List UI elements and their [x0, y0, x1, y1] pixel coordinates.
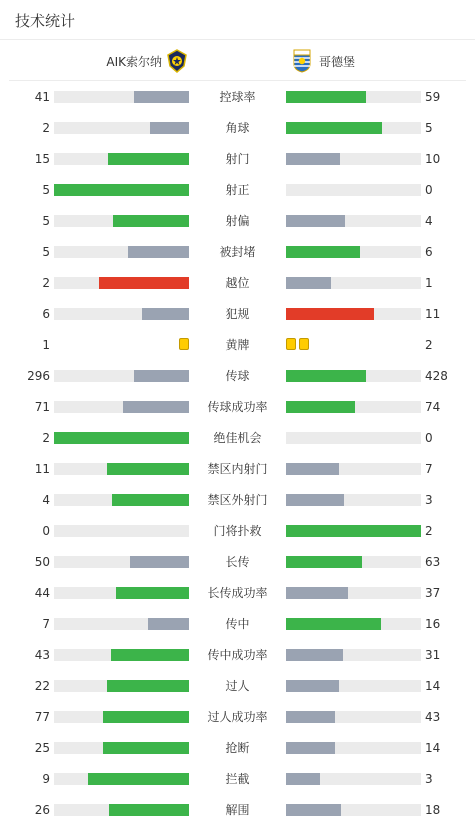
away-stat-bar [286, 370, 421, 382]
stat-label: 抢断 [225, 741, 250, 755]
away-stat-bar [286, 618, 421, 630]
home-stat-value: 22 [34, 679, 50, 693]
home-stat-value: 11 [34, 462, 50, 476]
home-stat-bar [54, 494, 189, 506]
yellow-card-icon [299, 338, 309, 350]
home-stat-bar [54, 215, 189, 227]
away-stat-bar-fill [286, 91, 366, 103]
away-stat-value: 63 [425, 555, 441, 569]
stat-row [0, 298, 475, 329]
away-stat-bar [286, 742, 421, 754]
home-stat-value: 44 [34, 586, 50, 600]
teams-header [9, 41, 466, 81]
away-stat-value: 5 [425, 121, 433, 135]
away-stat-value: 6 [425, 245, 433, 259]
away-stat-value: 0 [425, 183, 433, 197]
home-stat-value: 77 [34, 710, 50, 724]
stat-row [0, 484, 475, 515]
home-stat-bar [54, 463, 189, 475]
away-stat-bar [286, 401, 421, 413]
home-stat-bar [54, 401, 189, 413]
home-stat-bar [54, 277, 189, 289]
home-stat-bar [54, 432, 189, 444]
away-stat-value: 59 [425, 90, 441, 104]
aik-badge-icon [166, 49, 188, 73]
away-stat-bar [286, 556, 421, 568]
away-stat-bar [286, 153, 421, 165]
away-stat-value: 4 [425, 214, 433, 228]
stats-list [0, 81, 475, 825]
away-stat-value: 37 [425, 586, 441, 600]
stat-label: 控球率 [219, 90, 256, 104]
stat-row [0, 794, 475, 825]
home-stat-bar [54, 804, 189, 816]
stat-row [0, 515, 475, 546]
stat-row [0, 267, 475, 298]
stat-label: 过人成功率 [207, 710, 268, 724]
home-stat-value: 26 [34, 803, 50, 817]
home-stat-bar [54, 91, 189, 103]
away-stat-bar [286, 246, 421, 258]
away-stat-value: 14 [425, 741, 441, 755]
home-stat-bar-fill [134, 370, 189, 382]
away-stat-bar-fill [286, 556, 362, 568]
away-stat-bar-fill [286, 153, 340, 165]
away-stat-value: 3 [425, 493, 433, 507]
stat-label: 禁区内射门 [207, 462, 268, 476]
away-stat-bar-fill [286, 215, 345, 227]
home-stat-bar [54, 370, 189, 382]
stat-row [0, 453, 475, 484]
stat-row [0, 546, 475, 577]
page-title: 技术统计 [15, 12, 76, 30]
stat-row [0, 732, 475, 763]
away-stat-value: 74 [425, 400, 441, 414]
home-stat-value: 2 [42, 276, 50, 290]
header [0, 0, 475, 40]
home-stat-value: 5 [42, 214, 50, 228]
home-stat-bar [54, 308, 189, 320]
stat-label: 传球成功率 [207, 400, 268, 414]
home-stat-bar-fill [111, 649, 189, 661]
stat-label: 射偏 [225, 214, 250, 228]
home-stat-bar [54, 773, 189, 785]
home-stat-bar-fill [54, 432, 189, 444]
away-stat-value: 10 [425, 152, 441, 166]
stat-label: 射正 [225, 183, 250, 197]
away-yellow-cards [286, 338, 309, 351]
home-stat-value: 2 [42, 121, 50, 135]
away-stat-bar [286, 525, 421, 537]
home-stat-bar-fill [130, 556, 189, 568]
away-stat-bar-fill [286, 370, 366, 382]
away-stat-bar-fill [286, 649, 343, 661]
stat-label: 被封堵 [219, 245, 256, 259]
home-yellow-cards [179, 338, 189, 351]
home-stat-bar-fill [108, 153, 189, 165]
stat-label: 长传成功率 [207, 586, 268, 600]
home-stat-bar-fill [109, 804, 189, 816]
away-stat-bar-fill [286, 277, 331, 289]
away-stat-bar-fill [286, 246, 360, 258]
away-team[interactable] [291, 49, 355, 73]
away-stat-bar [286, 494, 421, 506]
home-stat-bar-fill [123, 401, 189, 413]
away-stat-bar-fill [286, 401, 355, 413]
home-stat-value: 6 [42, 307, 50, 321]
home-stat-bar-fill [54, 184, 189, 196]
away-stat-bar-fill [286, 680, 339, 692]
away-stat-value: 428 [425, 369, 448, 383]
home-stat-value: 7 [42, 617, 50, 631]
stat-label: 黄牌 [225, 338, 250, 352]
away-stat-bar [286, 122, 421, 134]
away-stat-value: 3 [425, 772, 433, 786]
stat-row [0, 639, 475, 670]
stat-label: 过人 [225, 679, 250, 693]
yellow-card-icon [179, 338, 189, 350]
home-stat-value: 15 [34, 152, 50, 166]
away-stat-value: 14 [425, 679, 441, 693]
away-stat-value: 31 [425, 648, 441, 662]
stat-row [0, 577, 475, 608]
stat-row [0, 701, 475, 732]
stat-label: 射门 [225, 152, 250, 166]
away-stat-bar-fill [286, 773, 320, 785]
home-team[interactable] [106, 49, 188, 73]
home-stat-value: 50 [34, 555, 50, 569]
home-stat-value: 71 [34, 400, 50, 414]
home-stat-bar-fill [142, 308, 189, 320]
home-stat-bar [54, 649, 189, 661]
away-stat-value: 1 [425, 276, 433, 290]
away-stat-bar [286, 308, 421, 320]
home-stat-bar-fill [88, 773, 189, 785]
away-stat-bar [286, 215, 421, 227]
away-stat-bar-fill [286, 463, 339, 475]
away-stat-bar [286, 184, 421, 196]
stat-label: 绝佳机会 [213, 431, 262, 445]
away-stat-bar-fill [286, 308, 374, 320]
stat-label: 长传 [225, 555, 250, 569]
home-stat-value: 1 [42, 338, 50, 352]
away-stat-bar [286, 711, 421, 723]
stat-row [0, 205, 475, 236]
home-stat-value: 5 [42, 245, 50, 259]
away-stat-value: 7 [425, 462, 433, 476]
away-stat-value: 43 [425, 710, 441, 724]
stat-label: 禁区外射门 [207, 493, 268, 507]
stat-row [0, 174, 475, 205]
home-stat-bar-fill [116, 587, 189, 599]
away-stat-bar-fill [286, 618, 381, 630]
away-stat-bar-fill [286, 122, 382, 134]
home-team-name: AIK索尔纳 [106, 54, 162, 69]
home-stat-bar-fill [103, 742, 189, 754]
home-stat-value: 5 [42, 183, 50, 197]
home-stat-bar [54, 587, 189, 599]
stat-label: 拦截 [225, 772, 250, 786]
stat-row [0, 608, 475, 639]
away-stat-bar [286, 277, 421, 289]
home-stat-bar [54, 711, 189, 723]
away-stat-bar [286, 587, 421, 599]
away-stat-bar [286, 680, 421, 692]
home-stat-bar-fill [150, 122, 189, 134]
stat-label: 越位 [225, 276, 250, 290]
away-stat-bar-fill [286, 525, 421, 537]
home-stat-bar [54, 184, 189, 196]
home-stat-value: 296 [27, 369, 50, 383]
stat-label: 传球 [225, 369, 250, 383]
away-stat-value: 16 [425, 617, 441, 631]
away-stat-bar [286, 432, 421, 444]
stat-label: 传中 [225, 617, 250, 631]
away-stat-bar [286, 804, 421, 816]
away-stat-value: 0 [425, 431, 433, 445]
home-stat-value: 9 [42, 772, 50, 786]
away-stat-bar [286, 463, 421, 475]
home-stat-bar [54, 680, 189, 692]
stat-row [0, 112, 475, 143]
home-stat-bar-fill [112, 494, 189, 506]
home-stat-bar-fill [113, 215, 189, 227]
home-stat-value: 4 [42, 493, 50, 507]
stat-row [0, 391, 475, 422]
home-stat-bar [54, 122, 189, 134]
away-stat-bar-fill [286, 494, 344, 506]
stat-row [0, 81, 475, 112]
home-stat-value: 25 [34, 741, 50, 755]
home-stat-value: 41 [34, 90, 50, 104]
home-stat-bar-fill [128, 246, 189, 258]
away-stat-bar [286, 649, 421, 661]
stat-label: 传中成功率 [207, 648, 268, 662]
away-stat-bar-fill [286, 804, 341, 816]
away-team-name: 哥德堡 [319, 54, 356, 69]
home-stat-bar-fill [103, 711, 189, 723]
home-stat-value: 0 [42, 524, 50, 538]
away-stat-value: 11 [425, 307, 441, 321]
home-stat-bar [54, 525, 189, 537]
stat-row [0, 670, 475, 701]
away-stat-bar [286, 773, 421, 785]
stat-row [0, 763, 475, 794]
away-stat-bar-fill [286, 711, 335, 723]
home-stat-value: 2 [42, 431, 50, 445]
home-stat-bar [54, 153, 189, 165]
yellow-card-icon [286, 338, 296, 350]
ifk-goteborg-badge-icon [291, 49, 313, 73]
away-stat-value: 18 [425, 803, 441, 817]
home-stat-bar-fill [107, 680, 189, 692]
away-stat-bar-fill [286, 742, 335, 754]
stat-row [0, 329, 475, 360]
home-stat-value: 43 [34, 648, 50, 662]
home-stat-bar [54, 556, 189, 568]
stat-row [0, 422, 475, 453]
home-stat-bar [54, 742, 189, 754]
stat-row [0, 236, 475, 267]
away-stat-value: 2 [425, 524, 433, 538]
away-stat-value: 2 [425, 338, 433, 352]
stat-row [0, 143, 475, 174]
home-stat-bar-fill [148, 618, 189, 630]
home-stat-bar-fill [134, 91, 189, 103]
home-stat-bar-fill [99, 277, 189, 289]
away-stat-bar [286, 91, 421, 103]
home-stat-bar [54, 618, 189, 630]
home-stat-bar-fill [107, 463, 189, 475]
stat-label: 犯规 [225, 307, 250, 321]
away-stat-bar-fill [286, 587, 348, 599]
stat-label: 角球 [225, 121, 250, 135]
stat-row [0, 360, 475, 391]
stat-label: 门将扑救 [213, 524, 262, 538]
stat-label: 解围 [225, 803, 250, 817]
home-stat-bar [54, 246, 189, 258]
